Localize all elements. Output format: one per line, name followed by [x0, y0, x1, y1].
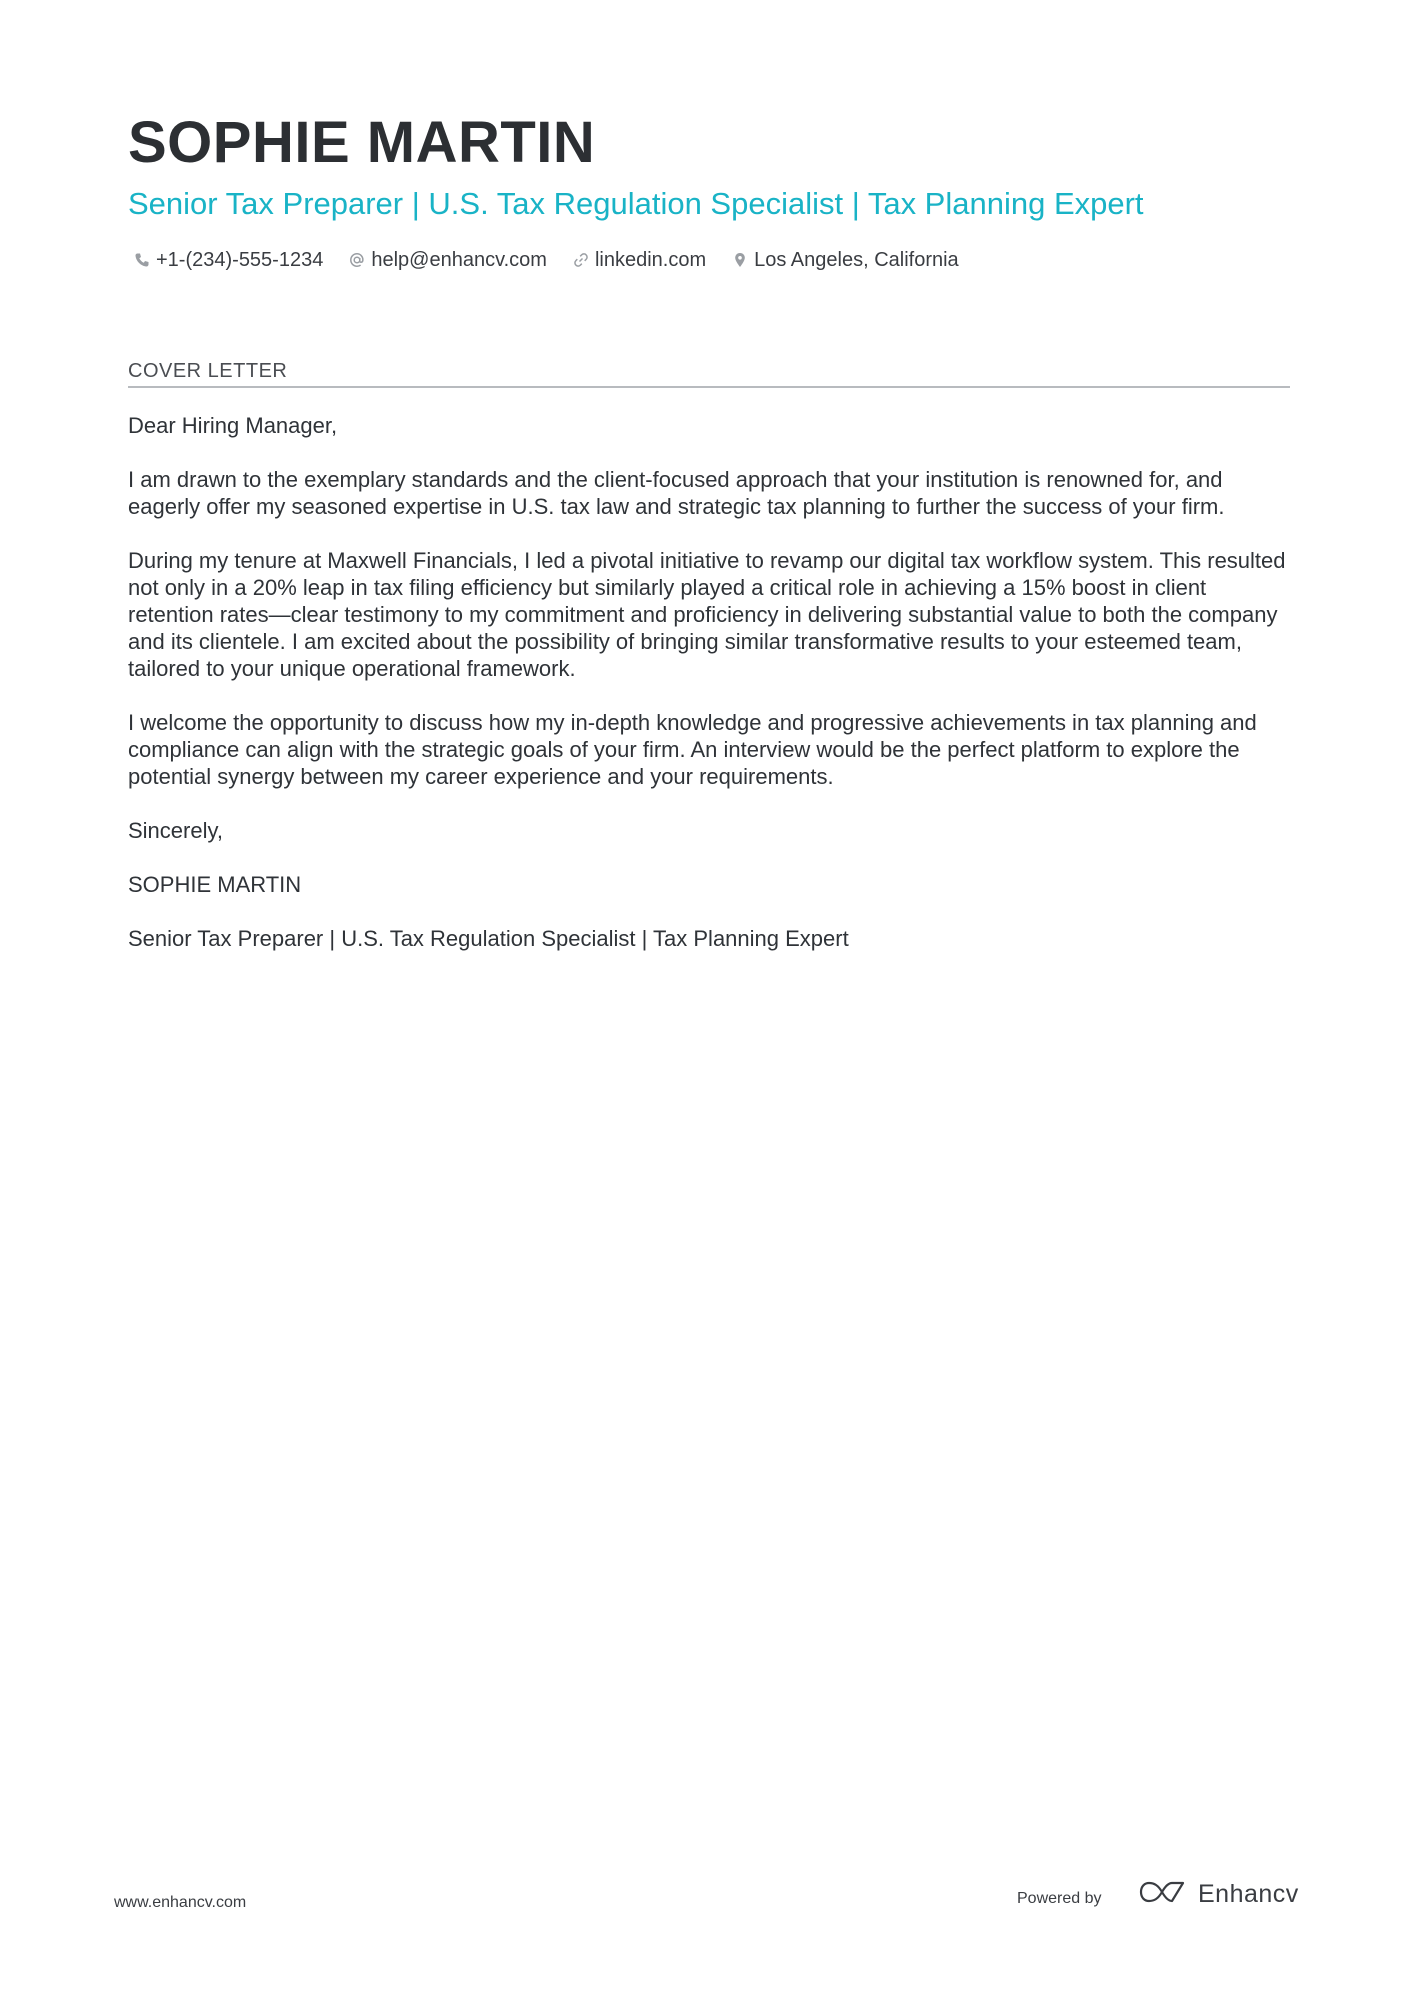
letter-closing: Sincerely, [128, 818, 223, 843]
letter-body [128, 412, 1290, 979]
letter-paragraph-3: I welcome the opportunity to discuss how my in-depth knowledge and progressive achievements in tax planning and compliance can align with the strategic goals of your firm. An interview would be the perfect platform to explore the potential synergy between my career experience and your requirements. [128, 710, 1257, 789]
letter-paragraph-2: During my tenure at Maxwell Financials, I led a pivotal initiative to revamp our digital tax workflow system. This resulted not only in a 20% leap in tax filing efficiency but similarly played a critical role in achieving a 15% boost in client retention rates—clear testimony to my commitment and proficiency in delivering substantial value to both the company and its clientele. I am excited about the possibility of bringing similar transformative results to your esteemed team, tailored to your unique operational framework. [128, 548, 1286, 681]
infinity-logo-icon [1138, 1879, 1186, 1910]
signature-name: SOPHIE MARTIN [128, 872, 302, 897]
footer-website-link[interactable]: www.enhancv.com [114, 1894, 247, 1911]
contact-email[interactable] [349, 246, 547, 274]
candidate-name: SOPHIE MARTIN [128, 110, 596, 175]
at-icon [349, 252, 365, 268]
phone-icon [134, 252, 150, 268]
contact-location [732, 246, 959, 274]
contact-linkedin-text: linkedin.com [594, 249, 707, 271]
signature-title: Senior Tax Preparer | U.S. Tax Regulation Specialist | Tax Planning Expert [128, 926, 849, 951]
letter-paragraph-1: I am drawn to the exemplary standards and the client-focused approach that your institution is renowned for, and eagerly offer my seasoned expertise in U.S. tax law and strategic tax planning to further the success of your firm. [128, 467, 1225, 519]
section-heading-cover-letter: COVER LETTER [128, 360, 288, 382]
candidate-title: Senior Tax Preparer | U.S. Tax Regulation Specialist | Tax Planning Expert [128, 186, 1144, 221]
powered-by-label: Powered by [1017, 1890, 1102, 1907]
brand-logo[interactable] [1138, 1879, 1299, 1910]
contact-location-text: Los Angeles, California [754, 249, 959, 271]
contact-phone-text: +1-(234)-555-1234 [156, 249, 324, 271]
contact-bar [134, 246, 985, 274]
contact-email-text: help@enhancv.com [371, 249, 547, 271]
contact-phone [134, 246, 323, 274]
brand-name: Enhancv [1198, 1880, 1299, 1908]
link-icon [573, 252, 589, 268]
section-divider [128, 386, 1290, 388]
location-pin-icon [732, 252, 748, 268]
letter-greeting: Dear Hiring Manager, [128, 413, 338, 438]
contact-linkedin[interactable] [573, 246, 706, 274]
